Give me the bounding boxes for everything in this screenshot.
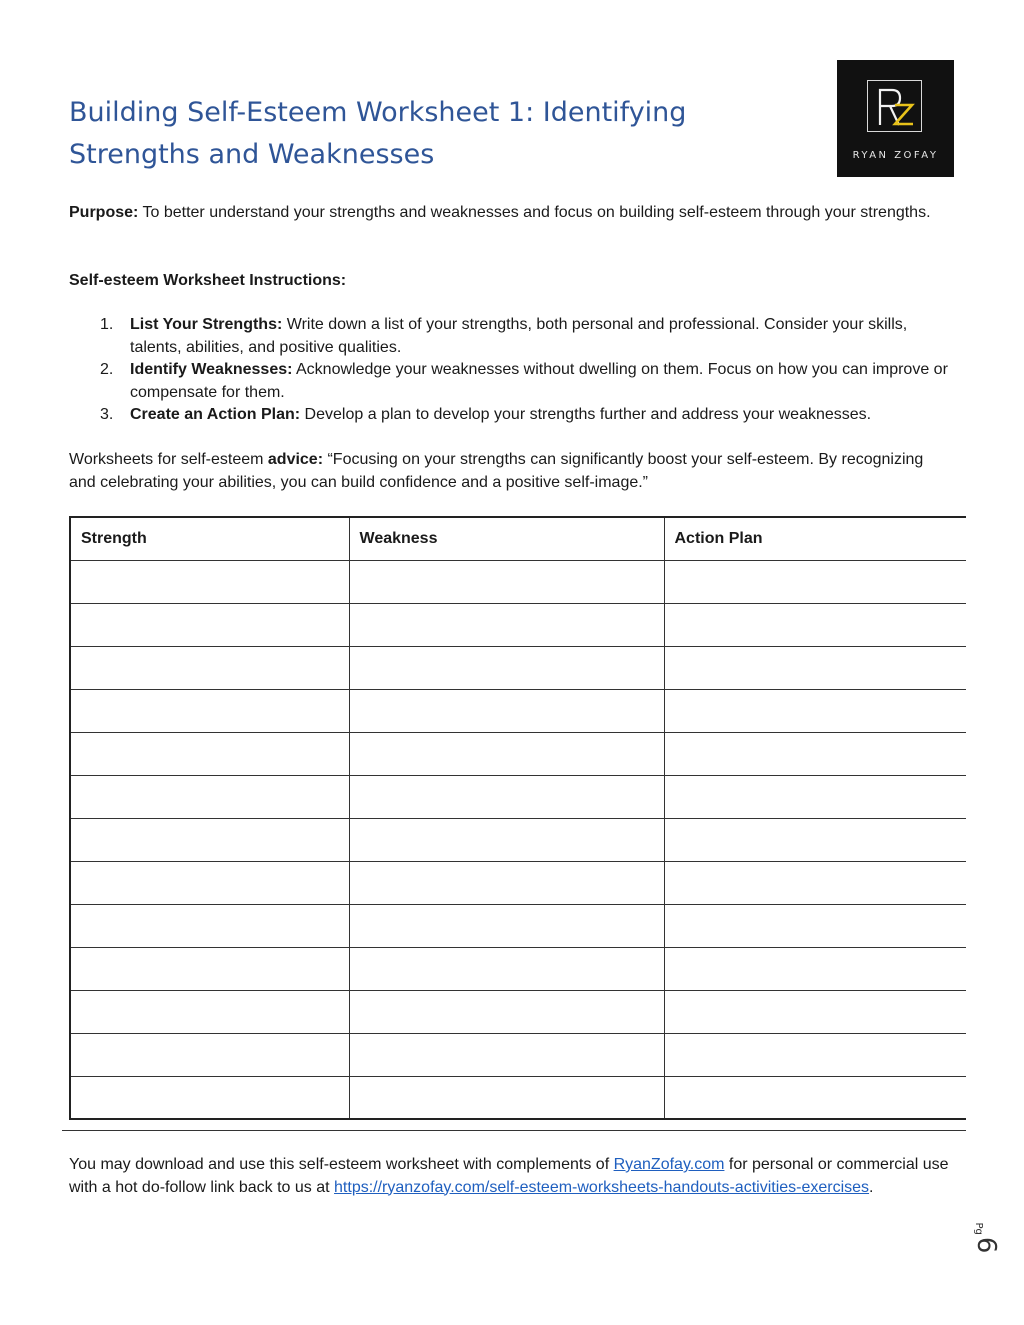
table-row [70,603,966,646]
rz-monogram-icon [868,81,923,133]
action-plan-cell[interactable] [664,947,966,990]
worksheet-url-link[interactable]: https://ryanzofay.com/self-esteem-worksheets-handouts-activities-exercises [334,1178,870,1196]
strength-cell[interactable] [70,775,349,818]
strength-cell[interactable] [70,947,349,990]
action-plan-cell[interactable] [664,1076,966,1119]
weakness-cell[interactable] [349,689,664,732]
weakness-cell[interactable] [349,603,664,646]
weakness-cell[interactable] [349,1033,664,1076]
table-row [70,732,966,775]
ryan-zofay-logo [837,60,954,177]
instructions-heading: Self-esteem Worksheet Instructions: [69,272,347,289]
table-row [70,947,966,990]
table-row [70,1033,966,1076]
page-label: Pg [973,1222,984,1235]
page-number-value: 6 [971,1236,1001,1254]
table-row [70,818,966,861]
strength-cell[interactable] [70,689,349,732]
strength-cell[interactable] [70,1076,349,1119]
action-plan-cell[interactable] [664,560,966,603]
weakness-cell[interactable] [349,904,664,947]
weakness-cell[interactable] [349,646,664,689]
weakness-cell[interactable] [349,861,664,904]
action-plan-cell[interactable] [664,775,966,818]
table-row [70,646,966,689]
table-row [70,904,966,947]
weakness-cell[interactable] [349,560,664,603]
weakness-cell[interactable] [349,990,664,1033]
purpose-text: To better understand your strengths and weaknesses and focus on building self-esteem through your strengths. [138,204,931,221]
table-row [70,861,966,904]
table-row [70,1076,966,1119]
strength-cell[interactable] [70,732,349,775]
strengths-weaknesses-table [69,516,966,1120]
table-body [70,560,966,1119]
table-row [70,560,966,603]
purpose-paragraph [69,202,949,225]
action-plan-cell[interactable] [664,1033,966,1076]
header-strength: Strength [70,517,349,560]
header-action-plan: Action Plan [664,517,966,560]
footer-divider [62,1130,966,1131]
table-row [70,775,966,818]
weakness-cell[interactable] [349,947,664,990]
list-item: 1. List Your Strengths: Write down a list of your strengths, both personal and professional. Consider your skills, talents, abilities, and positive qualities. [100,316,908,356]
strength-cell[interactable] [70,818,349,861]
action-plan-cell[interactable] [664,732,966,775]
strength-cell[interactable] [70,646,349,689]
action-plan-cell[interactable] [664,861,966,904]
strength-cell[interactable] [70,560,349,603]
logo-frame [867,80,922,132]
weakness-cell[interactable] [349,818,664,861]
advice-paragraph: Worksheets for self-esteem advice: “Focusing on your strengths can significantly boost your self-esteem. By recognizing and celebrating your abilities, you can build confidence and a positive self-image.” [69,451,924,491]
strength-cell[interactable] [70,904,349,947]
strength-cell[interactable] [70,603,349,646]
action-plan-cell[interactable] [664,603,966,646]
list-item: 2. Identify Weaknesses: Acknowledge your weaknesses without dwelling on them. Focus on how you can improve or compensate for them. [100,361,948,401]
logo-wordmark: RYAN ZOFAY [852,150,939,161]
action-plan-cell[interactable] [664,818,966,861]
action-plan-cell[interactable] [664,689,966,732]
purpose-label: Purpose: [69,204,139,221]
page-title: Building Self-Esteem Worksheet 1: Identifying Strengths and Weaknesses [69,97,687,170]
header-weakness: Weakness [349,517,664,560]
action-plan-cell[interactable] [664,904,966,947]
table-header-row [70,517,966,560]
strength-cell[interactable] [70,1033,349,1076]
weakness-cell[interactable] [349,1076,664,1119]
instructions-list [69,314,949,427]
action-plan-cell[interactable] [664,646,966,689]
action-plan-cell[interactable] [664,990,966,1033]
list-item: 3. Create an Action Plan: Develop a plan to develop your strengths further and address your weaknesses. [100,406,872,423]
ryanzofay-link[interactable]: RyanZofay.com [613,1156,725,1173]
footer-notice: You may download and use this self-esteem worksheet with complements of RyanZofay.com for personal or commercial use with a hot do-follow link back to us at https://ryanzofay.com/self-esteem-worksheets-handouts-activities-exercises. [69,1156,949,1196]
page-number [972,1208,1020,1268]
strength-cell[interactable] [70,990,349,1033]
table-row [70,689,966,732]
weakness-cell[interactable] [349,732,664,775]
weakness-cell[interactable] [349,775,664,818]
table-row [70,990,966,1033]
strength-cell[interactable] [70,861,349,904]
